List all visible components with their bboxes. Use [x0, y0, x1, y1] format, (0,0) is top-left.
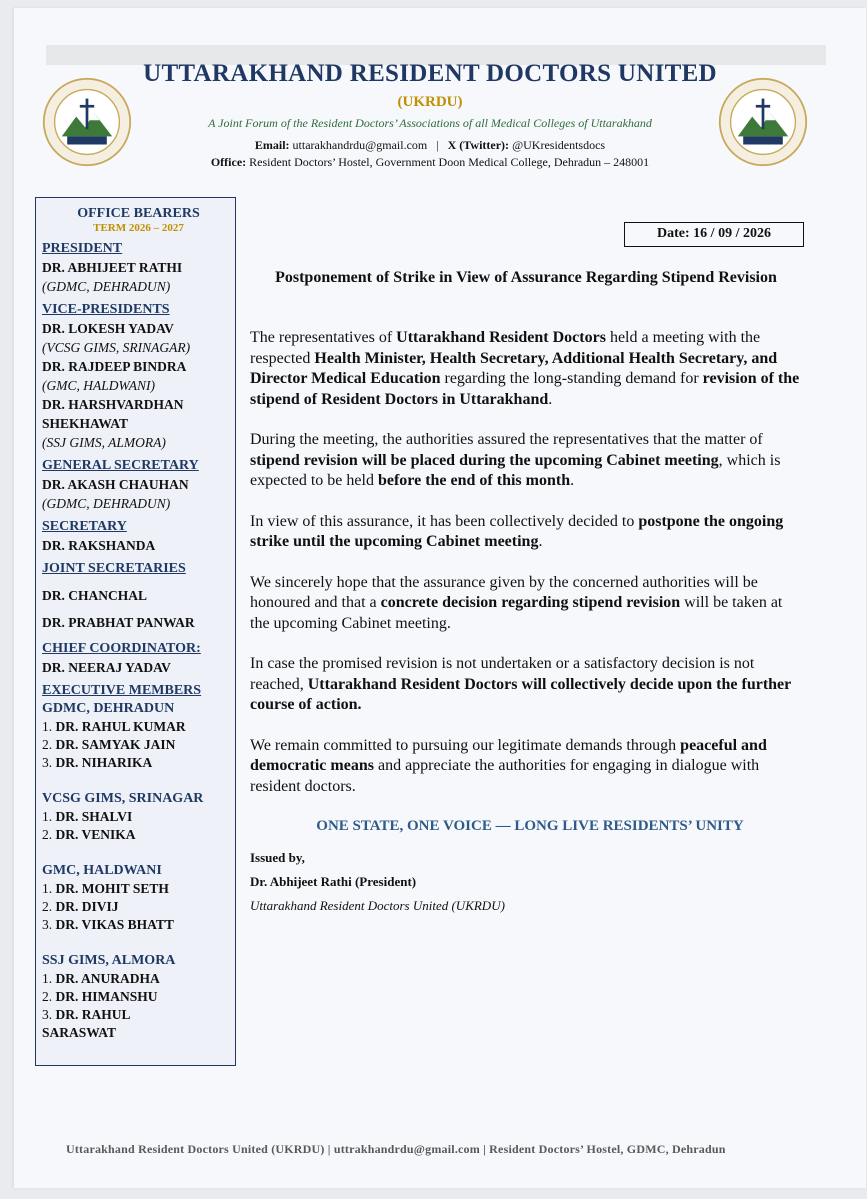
emphasis-text: before the end of this month	[377, 472, 571, 489]
body-text: and appreciate the authorities for engaging in dialogue with resident doctors.	[250, 757, 760, 795]
gmc-heading: GMC, HALDWANI	[42, 863, 162, 878]
letterhead-header	[140, 60, 720, 171]
emphasis-text: stipend revision will be placed during the upcoming Cabinet meeting	[250, 451, 719, 469]
general-secretary-institution: (GDMC, DEHRADUN)	[42, 496, 171, 511]
chief-coordinator-name: DR. NEERAJ YADAV	[42, 660, 171, 675]
body-text: We sincerely hope that the assurance given by the concerned authorities will be honoured and that a	[250, 573, 758, 611]
secretary-heading: SECRETARY	[42, 519, 127, 534]
body-text: will be taken at the upcoming Cabinet meeting.	[250, 594, 783, 632]
twitter-value: @UKresidentsdocs	[512, 138, 606, 152]
president-institution: (GDMC, DEHRADUN)	[42, 279, 171, 294]
body-paragraph	[250, 736, 800, 798]
general-secretary-heading: GENERAL SECRETARY	[42, 458, 199, 473]
body-text: .	[548, 390, 553, 408]
email-value: uttarakhandrdu@gmail.com	[292, 138, 428, 152]
sidebar-term: TERM 2026 – 2027	[93, 222, 184, 234]
emphasis-text: peaceful and democratic means	[250, 736, 767, 774]
emphasis-text: concrete decision regarding stipend revision	[380, 594, 681, 611]
vcsg-heading: VCSG GIMS, SRINAGAR	[42, 791, 204, 806]
vice-president-name-cont: SHEKHAWAT	[42, 416, 129, 431]
page-footer: Uttarakhand Resident Doctors United (UKRDU) | uttrakhandrdu@gmail.com | Resident Doctors’ Hostel, GDMC, Dehradun	[66, 1142, 726, 1156]
vice-president-name: DR. HARSHVARDHAN	[42, 397, 184, 412]
contact-line: Email: uttarakhandrdu@gmail.com | X (Twitter): @UKresidentsdocs Office: Resident Doctors’ Hostel, Government Doon Medical College, Dehradun – 248001	[210, 138, 650, 169]
body-text: We remain committed to pursuing our legitimate demands through	[250, 736, 681, 754]
ukrdu-logo-right	[718, 77, 808, 167]
twitter-label: X (Twitter):	[447, 138, 510, 152]
list-item: 3. DR. RAHUL SARASWAT	[42, 1007, 130, 1040]
vice-president-name: DR. RAJDEEP BINDRA	[42, 359, 187, 374]
email-label: Email:	[254, 138, 290, 152]
office-value: Resident Doctors’ Hostel, Government Doon Medical College, Dehradun – 248001	[249, 155, 650, 169]
list-item: 2. DR. SAMYAK JAIN	[42, 737, 176, 752]
emphasis-text: postpone the ongoing strike until the upcoming Cabinet meeting	[250, 512, 784, 550]
vice-president-name: DR. LOKESH YADAV	[42, 321, 174, 336]
ssj-heading: SSJ GIMS, ALMORA	[42, 953, 176, 968]
list-item: 2. DR. DIVIJ	[42, 899, 119, 914]
organization-tagline: A Joint Forum of the Resident Doctors’ Associations of all Medical Colleges of Uttarakhand	[208, 116, 652, 130]
sidebar-title: OFFICE BEARERS	[77, 206, 200, 221]
list-item: 3. DR. VIKAS BHATT	[42, 917, 174, 932]
signatory-name: Dr. Abhijeet Rathi (President)	[250, 874, 417, 889]
executive-members-heading: EXECUTIVE MEMBERS	[42, 683, 202, 698]
body-text: .	[570, 472, 575, 489]
body-paragraph	[250, 573, 800, 635]
emphasis-text: Health Minister, Health Secretary, Additional Health Secretary, and Director Medical Education	[250, 349, 778, 387]
joint-secretary-name: DR. PRABHAT PANWAR	[42, 615, 195, 630]
list-item: 2. DR. VENIKA	[42, 827, 136, 842]
body-paragraph	[250, 430, 800, 492]
letter-body	[250, 328, 800, 817]
body-text: regarding the long-standing demand for	[440, 370, 703, 387]
vice-presidents-heading: VICE-PRESIDENTS	[42, 302, 170, 317]
emphasis-text: Uttarakhand Resident Doctors will collectively decide upon the further course of action.	[250, 675, 791, 713]
secretary-name: DR. RAKSHANDA	[42, 538, 156, 553]
body-text: held a meeting with the respected	[250, 329, 761, 367]
list-item: 1. DR. MOHIT SETH	[42, 881, 169, 896]
general-secretary-name: DR. AKASH CHAUHAN	[42, 477, 189, 492]
body-paragraph	[250, 512, 800, 553]
vice-president-institution: (SSJ GIMS, ALMORA)	[42, 435, 166, 450]
list-item: 3. DR. NIHARIKA	[42, 755, 153, 770]
office-bearers-sidebar	[35, 197, 236, 1066]
list-item: 2. DR. HIMANSHU	[42, 989, 158, 1004]
organization-name: UTTARAKHAND RESIDENT DOCTORS UNITED	[143, 60, 717, 87]
emphasis-text: revision of the stipend of Resident Doctors in Uttarakhand	[250, 370, 800, 408]
joint-secretary-name: DR. CHANCHAL	[42, 588, 148, 603]
president-heading: PRESIDENT	[42, 241, 123, 256]
body-text: The representatives of	[250, 329, 397, 346]
president-name: DR. ABHIJEET RATHI	[42, 260, 183, 275]
vice-president-institution: (VCSG GIMS, SRINAGAR)	[42, 340, 191, 355]
body-text: In case the promised revision is not undertaken or a satisfactory decision is not reached,	[250, 655, 755, 693]
ssj-member-list	[42, 970, 235, 1042]
office-label: Office:	[210, 155, 247, 169]
gdmc-heading: GDMC, DEHRADUN	[42, 701, 175, 716]
organization-abbreviation: (UKRDU)	[397, 94, 463, 110]
list-item: 1. DR. SHALVI	[42, 809, 133, 824]
gmc-member-list	[42, 880, 235, 934]
list-item: 1. DR. RAHUL KUMAR	[42, 719, 186, 734]
body-text: During the meeting, the authorities assured the representatives that the matter of	[250, 431, 763, 448]
slogan: ONE STATE, ONE VOICE — LONG LIVE RESIDENTS’ UNITY	[316, 818, 744, 834]
list-item: 1. DR. ANURADHA	[42, 971, 160, 986]
body-text: In view of this assurance, it has been collectively decided to	[250, 512, 639, 530]
body-paragraph	[250, 328, 800, 410]
body-text: .	[538, 533, 543, 550]
joint-secretaries-heading: JOINT SECRETARIES	[42, 561, 186, 576]
body-paragraph	[250, 654, 800, 716]
chief-coordinator-heading: CHIEF COORDINATOR:	[42, 641, 201, 656]
body-text: , which is expected to be held	[250, 451, 781, 489]
letter-date: Date: 16 / 09 / 2026	[624, 222, 804, 247]
letter-subject: Postponement of Strike in View of Assurance Regarding Stipend Revision	[275, 269, 777, 286]
vice-president-institution: (GMC, HALDWANI)	[42, 378, 156, 393]
signatory-organization: Uttarakhand Resident Doctors United (UKRDU)	[250, 898, 505, 913]
issued-by-block	[250, 846, 650, 918]
ukrdu-logo-left	[42, 77, 132, 167]
emphasis-text: Uttarakhand Resident Doctors	[396, 329, 606, 346]
vcsg-member-list	[42, 808, 235, 844]
issued-by-label: Issued by,	[250, 850, 305, 865]
gdmc-member-list	[42, 718, 235, 772]
